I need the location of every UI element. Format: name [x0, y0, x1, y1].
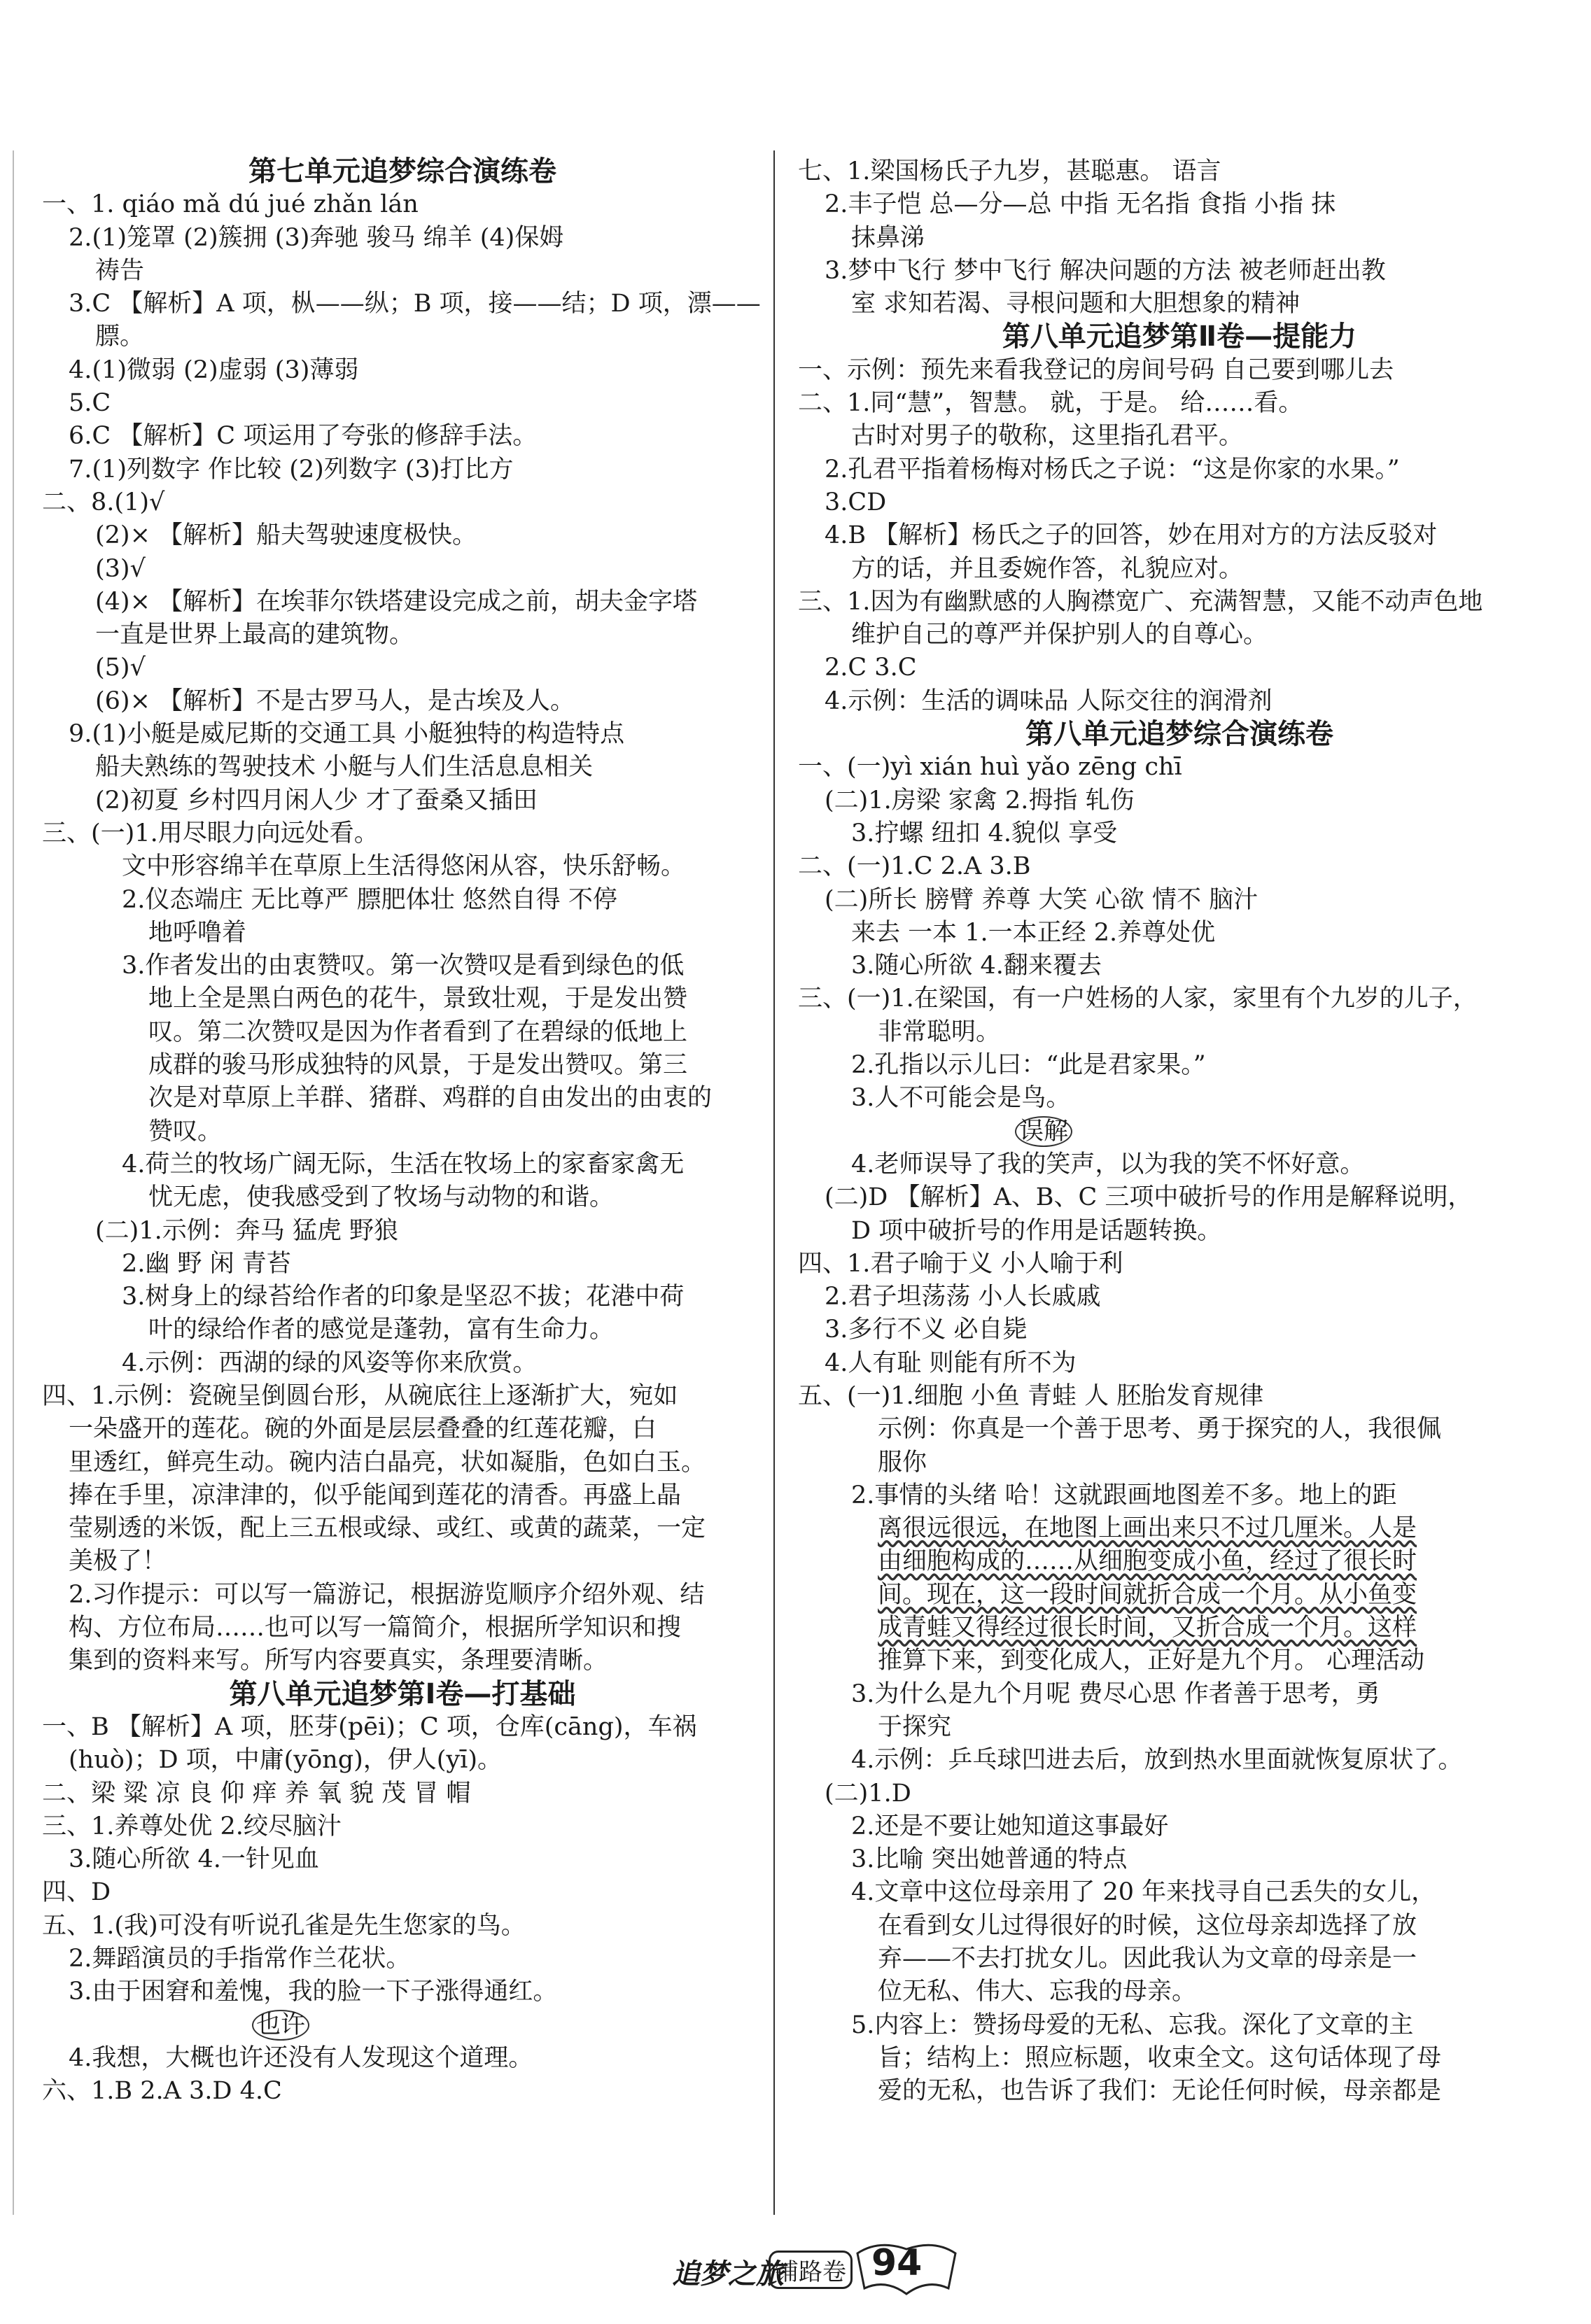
answer-line: 在看到女儿过得很好的时候，这位母亲却选择了放	[878, 1911, 1417, 1940]
answer-line: 由细胞构成的……从细胞变成小鱼，经过了很长时	[878, 1547, 1417, 1576]
answer-line: 2.事情的头绪 哈！这就跟画地图差不多。地上的距	[851, 1481, 1397, 1509]
answer-line: 离很远很远，在地图上画出来只不过几厘米。人是	[878, 1514, 1417, 1543]
answer-line: 4.文章中这位母亲用了 20 年来找寻自己丢失的女儿，	[851, 1878, 1436, 1907]
answer-line: 4.我想，大概也许还没有人发现这个道理。	[69, 2043, 533, 2072]
answer-line: 3.树身上的绿苔给作者的印象是坚忍不拔；花港中荷	[122, 1283, 685, 1311]
answer-line: 四、1.君子喻于义 小人喻于利	[798, 1249, 1123, 1278]
answer-line: 二、8.(1)√	[42, 488, 165, 516]
answer-line: 3.随心所欲 4.一针见血	[69, 1845, 319, 1874]
answer-line: 旨；结构上：照应标题，收束全文。这句话体现了母	[878, 2043, 1442, 2072]
answer-line: 三、1.因为有幽默感的人胸襟宽广、充满智慧，又能不动声色地	[798, 587, 1483, 616]
answer-line: (二)所长 膀臂 养尊 大笑 心欲 情不 脑汁	[825, 885, 1259, 914]
answer-line: 2.丰子恺 总—分—总 中指 无名指 食指 小指 抹	[825, 190, 1336, 219]
answer-line: 5.内容上：赞扬母爱的无私、忘我。深化了文章的主	[851, 2010, 1414, 2039]
answer-line: (二)1.房梁 家禽 2.拇指 轧伤	[825, 786, 1135, 815]
answer-line: 4.示例：乒乓球凹进去后，放到热水里面就恢复原状了。	[851, 1746, 1463, 1775]
answer-line: (二)1.D	[825, 1779, 911, 1808]
answer-line: 3.拧螺 纽扣 4.貌似 享受	[851, 819, 1118, 847]
answer-line: (4)× 【解析】在埃菲尔铁塔建设完成之前，胡夫金字塔	[95, 587, 698, 616]
answer-line: 古时对男子的敬称，这里指孔君平。	[851, 422, 1244, 451]
answer-line: 次是对草原上羊群、猪群、鸡群的自由发出的由衷的	[148, 1084, 713, 1113]
answer-line: 3.人不可能会是鸟。	[851, 1084, 1071, 1113]
answer-line: 7.(1)列数字 作比较 (2)列数字 (3)打比方	[69, 455, 514, 484]
answer-column-right	[798, 155, 1561, 2108]
answer-line: (2)初夏 乡村四月闲人少 才了蚕桑又插田	[95, 786, 538, 815]
answer-line: 赞叹。	[148, 1117, 223, 1146]
answer-line: 叹。第二次赞叹是因为作者看到了在碧绿的低地上	[148, 1017, 688, 1046]
answer-line: 2.习作提示：可以写一篇游记，根据游览顺序介绍外观、结	[69, 1580, 705, 1609]
answer-line: 莹剔透的米饭，配上三五根或绿、或红、或黄的蔬菜，一定	[69, 1514, 706, 1543]
answer-line: 祷告	[95, 256, 145, 285]
answer-line: 4.老师误导了我的笑声，以为我的笑不怀好意。	[851, 1150, 1365, 1178]
answer-line: 一、B 【解析】A 项，胚芽(pēi)；C 项，仓库(cāng)，车祸	[42, 1712, 697, 1741]
answer-line: 位无私、伟大、忘我的母亲。	[878, 1978, 1197, 2006]
answer-line: 2.孔指以示儿曰：“此是君家果。”	[851, 1051, 1206, 1080]
answer-line: 五、1.(我)可没有听说孔雀是先生您家的鸟。	[42, 1911, 526, 1940]
answer-line: (二)D 【解析】A、B、C 三项中破折号的作用是解释说明，	[825, 1183, 1473, 1212]
answer-line: 五、(一)1.细胞 小鱼 青蛙 人 胚胎发育规律	[798, 1381, 1264, 1410]
correction-gap	[42, 2009, 763, 2042]
answer-line: 间。现在，这一段时间就折合成一个月。从小鱼变	[878, 1580, 1417, 1609]
answer-column-left	[42, 155, 763, 2108]
answer-line: 里透红，鲜亮生动。碗内洁白晶亮，状如凝脂，色如白玉。	[69, 1448, 706, 1477]
answer-line: 四、D	[42, 1878, 111, 1907]
section-title: 第八单元追梦第Ⅱ卷—提能力	[1002, 321, 1357, 353]
answer-line: 一直是世界上最高的建筑物。	[95, 621, 414, 649]
answer-line: 4.人有耻 则能有所不为	[825, 1348, 1077, 1377]
answer-line: 叶的绿给作者的感觉是蓬勃，富有生命力。	[148, 1316, 615, 1344]
answer-line: 成青蛙又得经过很长时间，又折合成一个月。这样	[878, 1614, 1417, 1642]
answer-line: 3.比喻 突出她普通的特点	[851, 1845, 1128, 1874]
answer-line: 2.幽 野 闲 青苔	[122, 1249, 291, 1278]
answer-line: 六、1.B 2.A 3.D 4.C	[42, 2077, 282, 2106]
answer-line: 室 求知若渴、寻根问题和大胆想象的精神	[851, 290, 1301, 318]
answer-line: 一朵盛开的莲花。碗的外面是层层叠叠的红莲花瓣，白	[69, 1415, 657, 1444]
answer-line: 示例：你真是一个善于思考、勇于探究的人，我很佩	[878, 1415, 1442, 1444]
answer-line: (3)√	[95, 554, 146, 583]
answer-line: 三、(一)1.用尽眼力向远处看。	[42, 819, 379, 847]
answer-line: 3.CD	[825, 488, 887, 516]
answer-line: 船夫熟练的驾驶技术 小艇与人们生活息息相关	[95, 753, 594, 782]
answer-line: 2.还是不要让她知道这事最好	[851, 1812, 1169, 1840]
answer-line: 4.荷兰的牧场广阔无际，生活在牧场上的家畜家禽无	[122, 1150, 685, 1178]
answer-line: 二、梁 粱 凉 良 仰 痒 养 氧 貌 茂 冒 帽	[42, 1779, 471, 1808]
correction-gap	[798, 1115, 1561, 1148]
answer-line: 维护自己的尊严并保护别人的自尊心。	[851, 621, 1268, 649]
answer-line: 3.作者发出的由衷赞叹。第一次赞叹是看到绿色的低	[122, 952, 685, 980]
handwritten-correction: 也许	[252, 2010, 309, 2041]
section-title: 第八单元追梦第Ⅰ卷—打基础	[229, 1677, 576, 1710]
answer-line: 文中形容绵羊在草原上生活得悠闲从容，快乐舒畅。	[122, 852, 686, 881]
answer-line: (huò)；D 项，中庸(yōng)，伊人(yī)。	[69, 1746, 503, 1775]
section-title: 第七单元追梦综合演练卷	[248, 155, 556, 188]
answer-line: 非常聪明。	[878, 1017, 1001, 1046]
answer-line: 来去 一本 1.一本正经 2.养尊处优	[851, 918, 1216, 947]
answer-line: 服你	[878, 1448, 927, 1477]
answer-line: 2.孔君平指着杨梅对杨氏之子说：“这是你家的水果。”	[825, 455, 1400, 484]
answer-line: 6.C 【解析】C 项运用了夸张的修辞手法。	[69, 422, 538, 451]
answer-line: 3.C 【解析】A 项，枞——纵；B 项，接——结；D 项，漂——	[69, 290, 761, 318]
footer-brand: 追梦之旅	[672, 2258, 784, 2290]
answer-line: (6)× 【解析】不是古罗马人，是古埃及人。	[95, 686, 575, 715]
answer-line: 3.多行不义 必自毙	[825, 1316, 1028, 1344]
page-footer	[0, 2239, 1591, 2302]
answer-line: 3.为什么是九个月呢 费尽心思 作者善于思考，勇	[851, 1679, 1380, 1708]
answer-line: 于探究	[878, 1712, 952, 1741]
answer-line: 3.随心所欲 4.翻来覆去	[851, 952, 1102, 980]
answer-line: 美极了！	[69, 1547, 167, 1576]
answer-line: 捧在手里，凉津津的，似乎能闻到莲花的清香。再盛上晶	[69, 1481, 682, 1509]
answer-line: 方的话，并且委婉作答，礼貌应对。	[851, 554, 1244, 583]
answer-line: 忧无虑，使我感受到了牧场与动物的和谐。	[148, 1183, 615, 1212]
answer-line: 集到的资料来写。所写内容要真实，条理要清晰。	[69, 1647, 608, 1675]
section-title: 第八单元追梦综合演练卷	[1025, 718, 1333, 751]
answer-line: 一、1. qiáo mǎ dú jué zhǎn lán	[42, 190, 419, 219]
answer-line: 4.(1)微弱 (2)虚弱 (3)薄弱	[69, 355, 359, 384]
answer-line: 弃——不去打扰女儿。因此我认为文章的母亲是一	[878, 1945, 1417, 1973]
answer-line: 4.B 【解析】杨氏之子的回答，妙在用对方的方法反驳对	[825, 521, 1438, 550]
answer-line: 4.示例：生活的调味品 人际交往的润滑剂	[825, 686, 1273, 715]
answer-line: 三、(一)1.在梁国，有一户姓杨的人家，家里有个九岁的儿子，	[798, 985, 1478, 1013]
answer-line: 膘。	[95, 323, 145, 351]
page-number: 94	[871, 2242, 923, 2284]
left-margin-line	[13, 150, 14, 2215]
answer-line: 三、1.养尊处优 2.绞尽脑汁	[42, 1812, 342, 1840]
answer-line: 构、方位布局……也可以写一篇简介，根据所学知识和搜	[69, 1614, 682, 1642]
answer-line: 2.(1)笼罩 (2)簇拥 (3)奔驰 骏马 绵羊 (4)保姆	[69, 223, 564, 252]
answer-line: 七、1.梁国杨氏子九岁，甚聪惠。 语言	[798, 157, 1221, 185]
answer-line: 3.由于困窘和羞愧，我的脸一下子涨得通红。	[69, 1978, 558, 2006]
answer-line: 成群的骏马形成独特的风景，于是发出赞叹。第三	[148, 1051, 688, 1080]
answer-line: 一、示例：预先来看我登记的房间号码 自己要到哪儿去	[798, 355, 1394, 384]
answer-line: (2)× 【解析】船夫驾驶速度极快。	[95, 521, 477, 550]
answer-line: (二)1.示例：奔马 猛虎 野狼	[95, 1216, 398, 1245]
answer-line: 推算下来，到变化成人，正好是九个月。 心理活动	[878, 1647, 1425, 1675]
answer-line: 爱的无私，也告诉了我们：无论任何时候，母亲都是	[878, 2077, 1442, 2106]
answer-line: 二、(一)1.C 2.A 3.B	[798, 852, 1031, 881]
answer-line: 5.C	[69, 389, 111, 418]
answer-line: 一、(一)yì xián huì yǎo zēng chī	[798, 753, 1182, 782]
column-divider	[773, 150, 775, 2215]
answer-line: 地上全是黑白两色的花牛，景致壮观，于是发出赞	[148, 985, 688, 1013]
answer-line: 2.舞蹈演员的手指常作兰花状。	[69, 1945, 411, 1973]
answer-line: 2.君子坦荡荡 小人长戚戚	[825, 1283, 1101, 1311]
answer-line: 抹鼻涕	[851, 223, 925, 252]
answer-line: 4.示例：西湖的绿的风姿等你来欣赏。	[122, 1348, 538, 1377]
answer-line: 地呼噜着	[148, 918, 247, 947]
answer-line: (5)√	[95, 654, 146, 682]
answer-line: D 项中破折号的作用是话题转换。	[851, 1216, 1222, 1245]
handwritten-correction: 误解	[1015, 1116, 1072, 1147]
answer-line: 2.C 3.C	[825, 654, 917, 682]
answer-line: 2.仪态端庄 无比尊严 膘肥体壮 悠然自得 不停	[122, 885, 617, 914]
answer-line: 9.(1)小艇是威尼斯的交通工具 小艇独特的构造特点	[69, 720, 625, 749]
answer-line: 3.梦中飞行 梦中飞行 解决问题的方法 被老师赶出教	[825, 256, 1386, 285]
answer-line: 二、1.同“慧”，智慧。 就，于是。 给……看。	[798, 389, 1303, 418]
footer-badge: 铺路卷	[769, 2251, 853, 2289]
answer-line: 四、1.示例：瓷碗呈倒圆台形，从碗底往上逐渐扩大，宛如	[42, 1381, 678, 1410]
